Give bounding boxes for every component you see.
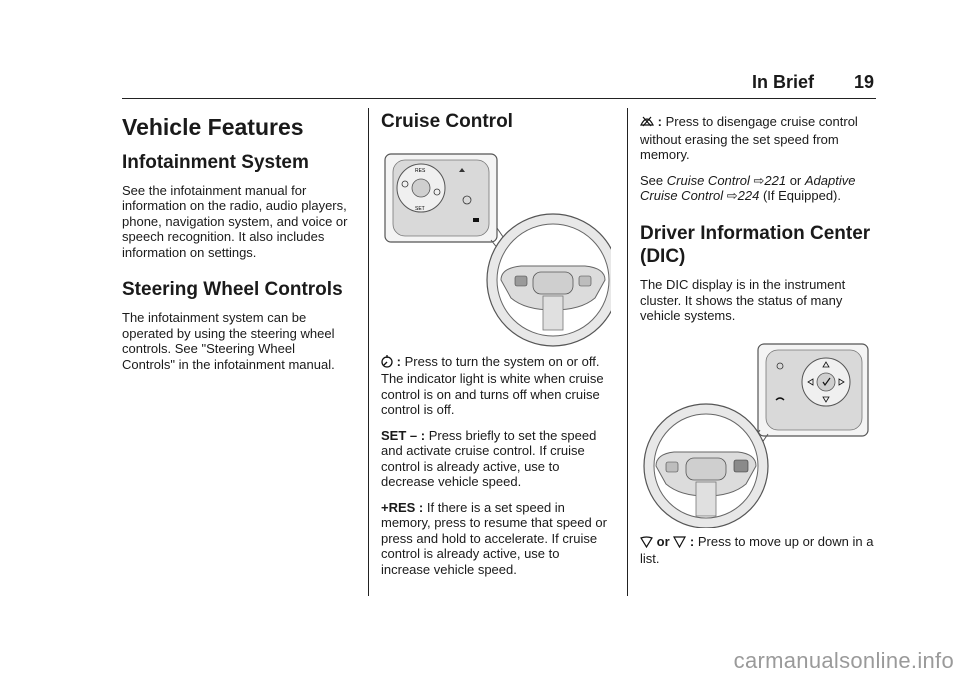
see-prefix: See	[640, 172, 667, 188]
section-title: In Brief	[751, 72, 814, 92]
column-divider	[627, 108, 628, 596]
adaptive-cruise-link[interactable]: Adaptive Cruise Control	[640, 172, 856, 203]
set-label: SET	[415, 205, 425, 212]
infotainment-heading: Infotainment System	[122, 152, 309, 173]
infotainment-body: See the infotainment manual for information on the radio, audio players, phone, navigation system, and voice or speech recognition. It also includes information on settings.	[122, 182, 348, 260]
page-ref-arrow-icon: ⇨	[753, 172, 765, 188]
page-ref-224[interactable]: 224	[737, 188, 760, 203]
onoff-term: :	[396, 353, 401, 369]
cancel-term: :	[657, 114, 662, 129]
cancel-item	[640, 114, 876, 163]
steering-wheel-dic-figure	[640, 342, 876, 528]
cruise-onoff-icon	[381, 355, 393, 372]
column-divider	[368, 108, 369, 596]
see-references	[640, 173, 876, 204]
page-ref-221[interactable]: 221	[764, 172, 787, 188]
steering-body: The infotainment system can be operated by using the steering wheel controls. See "Steering Wheel Controls" in the infotainment manual.	[122, 310, 335, 372]
set-item	[381, 428, 611, 490]
page-title: Vehicle Features	[122, 114, 304, 140]
column-3	[640, 108, 876, 577]
updown-term: :	[689, 533, 695, 549]
updown-text: Press to move up or down in a list.	[640, 533, 874, 566]
steering-wheel-cruise-figure	[381, 148, 611, 348]
cancel-text: Press to disengage cruise control without erasing the set speed from memory.	[640, 114, 858, 162]
cruise-cancel-icon	[640, 115, 654, 132]
set-text: Press briefly to set the speed and activate cruise control. If cruise control is already active, use to decrease vehicle speed.	[381, 427, 597, 490]
onoff-item	[381, 354, 611, 418]
res-term: +RES :	[381, 499, 424, 515]
page-header	[122, 70, 876, 99]
page-number: 19	[853, 72, 874, 92]
onoff-text: Press to turn the system on or off. The indicator light is white when cruise control is on and turns off when cruise control is off.	[381, 353, 604, 418]
watermark: carmanualsonline.info	[733, 648, 954, 673]
set-term: SET – :	[381, 427, 426, 443]
column-1	[122, 108, 350, 382]
dic-heading: Driver Information Center (DIC)	[640, 222, 871, 268]
dic-body: The DIC display is in the instrument cluster. It shows the status of many vehicle systems.	[640, 277, 846, 323]
column-2	[381, 108, 611, 587]
res-item	[381, 500, 611, 578]
cruise-heading: Cruise Control	[381, 111, 513, 132]
see-suffix: (If Equipped).	[759, 188, 841, 203]
up-arrow-icon	[640, 535, 653, 552]
page-ref-arrow-icon: ⇨	[726, 188, 738, 203]
res-label: RES	[415, 167, 426, 174]
updown-item	[640, 534, 876, 567]
res-text: If there is a set speed in memory, press to resume that speed or press and hold to accelerate. If cruise control is already active, use to increase vehicle speed.	[381, 499, 607, 577]
or-word: or	[656, 533, 670, 549]
down-arrow-icon	[673, 535, 686, 552]
see-mid: or	[786, 172, 805, 188]
cruise-control-link[interactable]: Cruise Control	[666, 172, 750, 188]
steering-heading: Steering Wheel Controls	[122, 279, 343, 301]
